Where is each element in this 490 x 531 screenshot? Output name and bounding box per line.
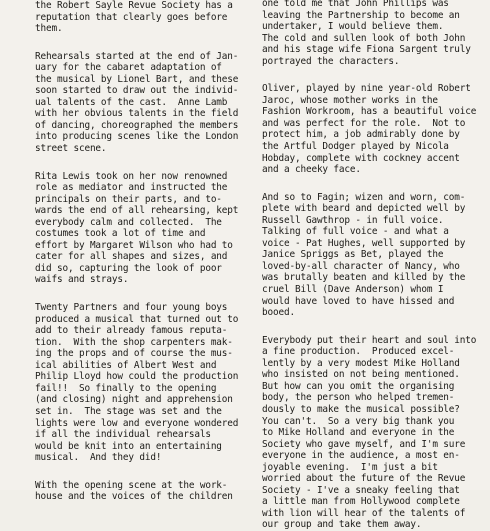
paragraph-gap	[35, 155, 247, 171]
text-line: ual talents of the cast. Anne Lamb	[35, 96, 228, 108]
text-line: fail!! So finally to the opening	[35, 382, 217, 394]
text-line: Society - I've a sneaky feeling that	[262, 484, 460, 496]
text-line: cruel Bill (Dave Anderson) whom I	[262, 284, 444, 296]
text-line: wards the end of all rehearsing, kept	[35, 205, 239, 217]
text-line: undertaker, I would believe them.	[262, 21, 444, 33]
text-line: Society who gave myself, and I'm sure	[262, 438, 466, 450]
text-line: a fine production. Produced excel-	[262, 346, 455, 358]
text-line: waifs and strays.	[35, 274, 129, 286]
paragraph-gap	[35, 35, 247, 51]
text-line: plete with beard and depicted well by	[262, 203, 466, 215]
paragraph	[35, 51, 247, 155]
text-line: uary for the cabaret adaptation of	[35, 62, 222, 74]
text-line: role as mediator and instructed the	[35, 182, 228, 194]
paragraph	[262, 192, 474, 319]
text-line: everyone in the audience, a most en-	[262, 450, 460, 462]
text-line: The cold and sullen look of both John	[262, 32, 466, 44]
paragraph-gap	[262, 176, 474, 192]
text-line: body, the person who helped tremen-	[262, 392, 455, 404]
text-line: leaving the Partnership to become an	[262, 9, 460, 21]
text-line: Jaroc, whose mother works in the	[262, 94, 438, 106]
text-line: Everybody put their heart and soul into	[262, 334, 477, 346]
text-line: tion. With the shop carpenters mak-	[35, 336, 233, 348]
text-line: loved-by-all character of Nancy, who	[262, 260, 460, 272]
text-line: ing the props and of course the mus-	[35, 348, 233, 360]
text-line: into producing scenes like the London	[35, 131, 239, 143]
paragraph	[35, 480, 247, 503]
text-line: to Mike Holland and everyone in the	[262, 427, 455, 439]
text-line: the Robert Sayle Revue Society has a	[35, 0, 233, 11]
text-line: joyable evening. I'm just a bit	[262, 461, 438, 473]
text-line: Rita Lewis took on her now renowned	[35, 170, 228, 182]
text-line: and his stage wife Fiona Sargent truly	[262, 44, 471, 56]
paragraph-gap	[35, 464, 247, 480]
text-line: musical. And they did!	[35, 452, 162, 464]
text-line: did so, capturing the look of poor	[35, 262, 222, 274]
text-line: lights were low and everyone wondered	[35, 417, 239, 429]
text-line: reputation that clearly goes before	[35, 11, 228, 23]
text-line: was brutally beaten and killed by the	[262, 272, 466, 284]
text-line: a little man from Hollywood complete	[262, 496, 460, 508]
text-line: protect him, a job admirably done by	[262, 129, 460, 141]
text-line: voice - Pat Hughes, well supported by	[262, 237, 466, 249]
text-line: Russell Gawthrop - in full voice.	[262, 214, 444, 226]
text-line: add to their already famous reputa-	[35, 325, 228, 337]
text-line: worried about the future of the Revue	[262, 473, 466, 485]
text-line: dously to make the musical possible?	[262, 403, 460, 415]
text-line: lently by a very modest Mike Holland	[262, 357, 460, 369]
text-line: costumes took a lot of time and	[35, 228, 206, 240]
paragraph	[262, 83, 477, 176]
text-line: would be knit into an entertaining	[35, 440, 222, 452]
text-line: cater for all shapes and sizes, and	[35, 251, 228, 263]
paragraph-gap	[35, 286, 247, 302]
text-line: Hobday, complete with cockney accent	[262, 152, 460, 164]
text-line: if all the individual rehearsals	[35, 429, 211, 441]
text-line: (and closing) night and apprehension	[35, 394, 233, 406]
text-line: Oliver, played by nine year-old Robert	[262, 83, 471, 95]
paragraph	[35, 171, 247, 286]
paragraph	[262, 334, 477, 531]
text-line: produced a musical that turned out to	[35, 313, 239, 325]
text-line: set in. The stage was set and the	[35, 405, 222, 417]
text-line: Talking of full voice - and what a	[262, 226, 449, 238]
text-line: Twenty Partners and four young boys	[35, 302, 228, 314]
text-line: With the opening scene at the work-	[35, 479, 228, 491]
text-line: house and the voices of the children	[35, 491, 233, 503]
text-line: street scene.	[35, 143, 107, 155]
text-line: with lion will hear of the talents of	[262, 507, 466, 519]
text-line: the Artful Dodger played by Nicola	[262, 141, 449, 153]
paragraph	[35, 302, 247, 464]
text-line: them.	[35, 23, 63, 35]
text-line: portrayed the characters.	[262, 55, 400, 67]
text-line: of dancing, choreographed the members	[35, 119, 239, 131]
paragraph	[35, 0, 247, 35]
paragraph	[262, 0, 474, 67]
text-line: and a cheeky face.	[262, 164, 361, 176]
paragraph-gap	[262, 319, 474, 335]
text-line: effort by Margaret Wilson who had to	[35, 239, 233, 251]
text-line: would have loved to have hissed and	[262, 295, 455, 307]
paragraph-gap	[262, 67, 474, 83]
text-line: Rehearsals started at the end of Jan-	[35, 50, 239, 62]
text-line: the musical by Lionel Bart, and these	[35, 73, 239, 85]
text-line: ical abilities of Albert West and	[35, 359, 217, 371]
left-column	[35, 0, 247, 503]
text-line: You can't. So a very big thank you	[262, 415, 455, 427]
text-line: who insisted on not being mentioned.	[262, 369, 460, 381]
text-line: booed.	[262, 307, 295, 319]
text-line: principals on their parts, and to-	[35, 193, 222, 205]
text-line: with her obvious talents in the field	[35, 108, 239, 120]
text-line: Fashion Workroom, has a beautiful voice	[262, 106, 477, 118]
text-line: everybody calm and collected. The	[35, 216, 222, 228]
text-line: But how can you omit the organising	[262, 380, 455, 392]
text-line: one told me that John Phillips was	[262, 0, 449, 9]
text-line: soon started to draw out the individ-	[35, 85, 239, 97]
text-line: And so to Fagin; wizen and worn, com-	[262, 191, 466, 203]
text-line: Philip Lloyd how could the production	[35, 371, 239, 383]
text-line: our group and take them away.	[262, 519, 422, 531]
right-column	[262, 0, 477, 531]
text-line: and was perfect for the role. Not to	[262, 117, 466, 129]
text-line: Janice Spriggs as Bet, played the	[262, 249, 444, 261]
